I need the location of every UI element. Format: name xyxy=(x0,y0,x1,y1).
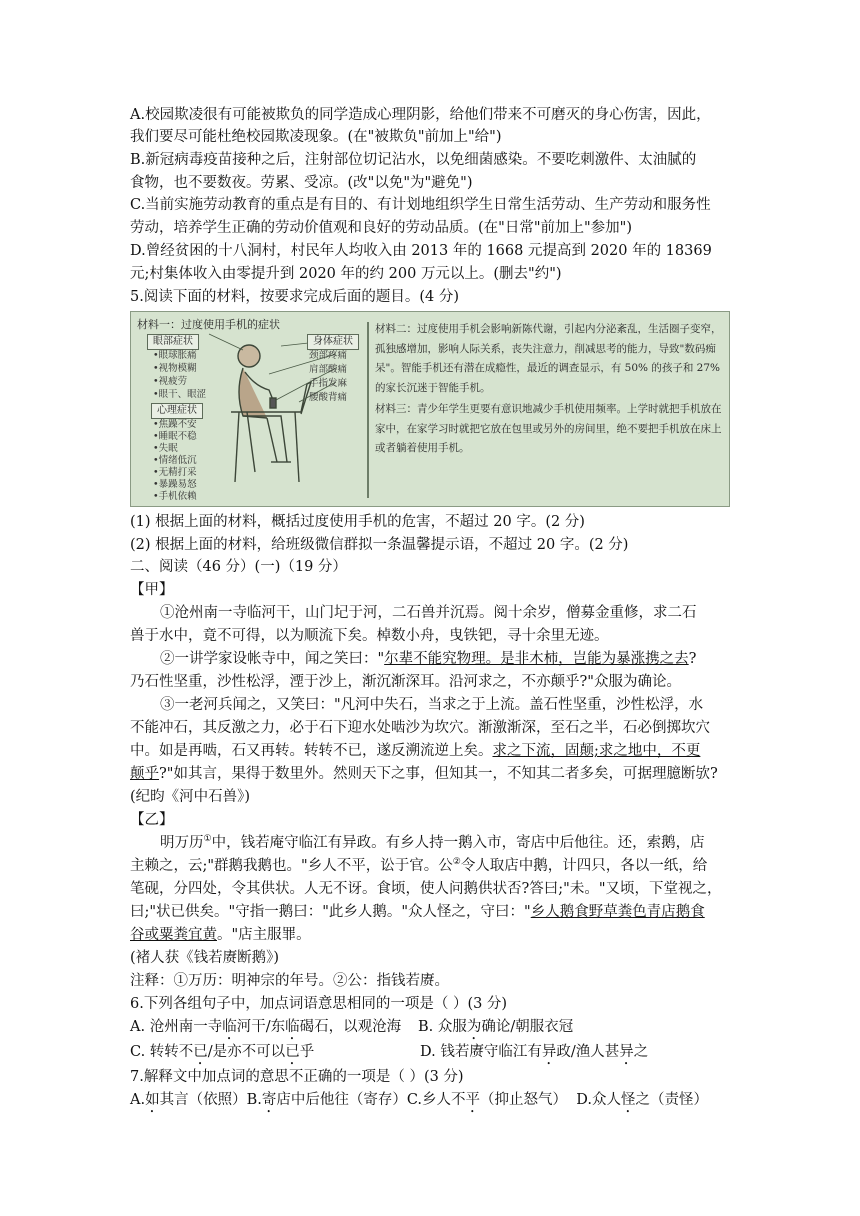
eye-symptom-item: •视疲劳 xyxy=(153,376,188,387)
dotted-word: 平 xyxy=(465,1092,481,1108)
passage-notes: 注释：①万历：明神宗的年号。②公：指钱若赓。 xyxy=(130,973,449,989)
passage-yi-line3: 笔砚，分四处，令其供状。人无不讶。食顷，使人问鹅供状否?答曰;"未。"又顷，下堂视之， xyxy=(130,881,722,897)
q4-option-a-line2: 我们要尽可能杜绝校园欺凌现象。(在"被欺负"前加上"给") xyxy=(130,129,502,145)
body-symptom-item: 肩部酸痛 xyxy=(309,364,348,375)
q4-option-d-line1: D.曾经贫困的十八洞村，村民年人均收入由 2013 年的 1668 元提高到 2020 年的 18369 xyxy=(130,243,712,259)
body-symptom-item: 手指发麻 xyxy=(309,378,348,389)
q6-option-c: C. 转转不已/是亦不可以已乎 xyxy=(130,1044,315,1060)
underlined-sentence: 谷或粟粪宜黄 xyxy=(130,927,217,943)
passage-yi-label: 【乙】 xyxy=(130,812,174,828)
passage-yi-line4: 曰;"状已供矣。"守指一鹅曰："此乡人鹅。"众人怪之，守曰："乡人鹅食野草粪色青店鹅食 xyxy=(130,904,705,920)
body-symptom-item: 颈部疼痛 xyxy=(309,350,348,361)
passage-jia-p3-line2: 不能冲石，其反激之力，必于石下迎水处啮沙为坎穴。渐激渐深，至石之半，石必倒掷坎穴 xyxy=(130,720,710,736)
eye-symptom-item: •眼干、眼涩 xyxy=(153,389,207,400)
body-symptoms-heading: 身体症状 xyxy=(307,334,359,350)
passage-jia-p3-line3: 中。如是再啮，石又再转。转转不已，遂反溯流逆上矣。求之下流，固颠;求之地中，不更 xyxy=(130,743,701,759)
q4-option-b-line1: B.新冠病毒疫苗接种之后，注射部位切记沾水，以免细菌感染。不要吃刺激件、太油腻的 xyxy=(130,152,697,168)
underlined-sentence: 求之下流，固颠;求之地中，不更 xyxy=(492,743,701,759)
passage-jia-p2-line1: ②一讲学家设帐寺中，闻之笑曰："尔辈不能究物理。是非木柿，岂能为暴涨携之去? xyxy=(160,651,697,667)
passage-jia-p3-line1: ③一老河兵闻之，又笑曰："凡河中失石，当求之于上流。盖石性坚重，沙性松浮，水 xyxy=(160,697,704,713)
material1-title: 材料一：过度使用手机的症状 xyxy=(137,318,280,331)
passage-jia-p1-line1: ①沧州南一寺临河干，山门圮于河，二石兽并沉焉。阅十余岁，僧募金重修，求二石 xyxy=(160,605,697,621)
eye-symptoms-heading: 眼部症状 xyxy=(147,334,199,350)
q5-subquestion-1: (1) 根据上面的材料，概括过度使用手机的危害，不超过 20 字。(2 分) xyxy=(130,514,585,530)
q7-option-b: B.寄店中后他往（寄存） xyxy=(246,1092,407,1108)
q4-option-c-line2: 劳动，培养学生正确的劳动价值观和良好的劳动品质。(在"日常"前加上"参加") xyxy=(130,220,632,236)
material-figure xyxy=(130,311,730,507)
mental-symptom-item: •情绪低沉 xyxy=(153,455,197,466)
q6-option-b: B. 众服为确论/朝服衣冠 xyxy=(418,1019,574,1035)
mental-symptom-item: •睡眠不稳 xyxy=(153,431,197,442)
mental-symptom-item: •无精打采 xyxy=(153,467,197,478)
figure-divider xyxy=(367,322,369,498)
material1-panel xyxy=(131,312,365,506)
passage-jia-p3-line4: 颠乎?"如其言，果得于数里外。然则天下之事，但知其一，不知其二者多矣，可据理臆断欤? xyxy=(130,766,718,782)
passage-jia-p2-line2: 乃石性坚重，沙性松浮，湮于沙上，渐沉渐深耳。沿河求之，不亦颠乎?"众服为确论。 xyxy=(130,674,681,690)
dotted-word: 如 xyxy=(145,1092,160,1108)
passage-yi-line5: 谷或粟粪宜黄。"店主服罪。 xyxy=(130,927,311,943)
q4-option-a-line1: A.校园欺凌很有可能被欺负的同学造成心理阴影，给他们带来不可磨灭的身心伤害，因此， xyxy=(130,107,711,123)
q7-option-a: A.如其言（依照） xyxy=(130,1092,247,1108)
footnote-marker: ① xyxy=(203,834,212,845)
q6-option-a: A. 沧州南一寺临河干/东临碣石，以观沧海 xyxy=(130,1019,402,1035)
dotted-word: 异 xyxy=(541,1044,557,1060)
q6-option-d: D. 钱若赓守临江有异政/渔人甚异之 xyxy=(420,1044,649,1060)
underlined-sentence: 颠乎 xyxy=(130,766,159,782)
dotted-word: 寄 xyxy=(261,1092,277,1108)
mental-symptom-item: •暴躁易怒 xyxy=(153,479,197,490)
mental-symptoms-heading: 心理症状 xyxy=(151,403,203,419)
material2-text: 材料二：过度使用手机会影响新陈代谢，引起内分泌紊乱，生活圈子变窄，孤独感增加，影响人际关系，丧失注意力，削减思考的能力，导致"数码痴呆"。智能手机还有潜在成瘾性，最近的调查显示，有 50% 的孩子和 27% 的家长沉迷于智能手机。 xyxy=(375,323,722,394)
section2-heading: 二、阅读（46 分）(一)（19 分） xyxy=(130,559,347,575)
passage-yi-source: (褚人获《钱若赓断鹅》) xyxy=(130,950,280,966)
dotted-word: 怪 xyxy=(620,1092,636,1108)
eye-symptom-item: •眼球胀痛 xyxy=(153,350,197,361)
material2-3-panel xyxy=(375,320,725,500)
dotted-word: 已 xyxy=(193,1044,208,1060)
q6-stem: 6.下列各组句子中，加点词语意思相同的一项是（ ）(3 分) xyxy=(130,996,508,1012)
q7-option-d: D.众人怪之（责怪） xyxy=(576,1092,708,1108)
eye-symptom-item: •视物模糊 xyxy=(153,363,197,374)
mental-symptom-item: •失眠 xyxy=(153,443,178,454)
q4-option-b-line2: 食物，也不要数夜。劳累、受凉。(改"以免"为"避免") xyxy=(130,175,473,191)
passage-yi-line1: 明万历①中，钱若庵守临江有异政。有乡人持一鹅入市，寄店中后他往。还，索鹅，店 xyxy=(160,834,705,851)
passage-jia-p1-line2: 兽于水中，竟不可得，以为顺流下矣。棹数小舟，曳铁钯，寻十余里无迹。 xyxy=(130,628,609,644)
underlined-sentence: 乡人鹅食野草粪色青店鹅食 xyxy=(530,904,705,920)
material3-text: 材料三：青少年学生更要有意识地减少手机使用频率。上学时就把手机放在家中，在家学习时就把它放在包里或另外的房间里，绝不要把手机放在床上或者躺着使用手机。 xyxy=(375,403,722,454)
dotted-word: 临 xyxy=(222,1019,237,1035)
q5-subquestion-2: (2) 根据上面的材料，给班级微信群拟一条温馨提示语，不超过 20 字。(2 分) xyxy=(130,537,629,553)
dotted-word: 异 xyxy=(619,1044,634,1060)
passage-jia-label: 【甲】 xyxy=(130,582,174,598)
q5-stem: 5.阅读下面的材料，按要求完成后面的题目。(4 分) xyxy=(130,289,459,305)
passage-yi-line2: 主赖之，云;"群鹅我鹅也。"乡人不平，讼于官。公②令人取店中鹅，计四只，各以一纸，给 xyxy=(130,857,708,874)
underlined-sentence: 尔辈不能究物理。是非木柿，岂能为暴涨携之去 xyxy=(384,651,689,667)
dotted-word: 已 xyxy=(285,1044,300,1060)
footnote-marker: ② xyxy=(452,857,461,868)
q4-option-c-line1: C.当前实施劳动教育的重点是有目的、有计划地组织学生日常生活劳动、生产劳动和服务性 xyxy=(130,197,711,213)
body-symptom-item: 腰酸背痛 xyxy=(309,392,348,403)
q4-option-d-line2: 元;村集体收入由零提升到 2020 年的约 200 万元以上。(删去"约") xyxy=(130,266,562,282)
q7-options xyxy=(130,1089,708,1116)
dotted-word: 为 xyxy=(466,1019,482,1035)
mental-symptom-item: •焦躁不安 xyxy=(153,419,197,430)
dotted-word: 临 xyxy=(285,1019,300,1035)
q7-option-c: C.乡人不平（抑止怒气） xyxy=(406,1092,568,1108)
q7-stem: 7.解释文中加点词的意思不正确的一项是（ ）(3 分) xyxy=(130,1069,464,1085)
mental-symptom-item: •手机依赖 xyxy=(153,491,197,502)
passage-jia-source: (纪昀《河中石兽》) xyxy=(130,789,251,805)
